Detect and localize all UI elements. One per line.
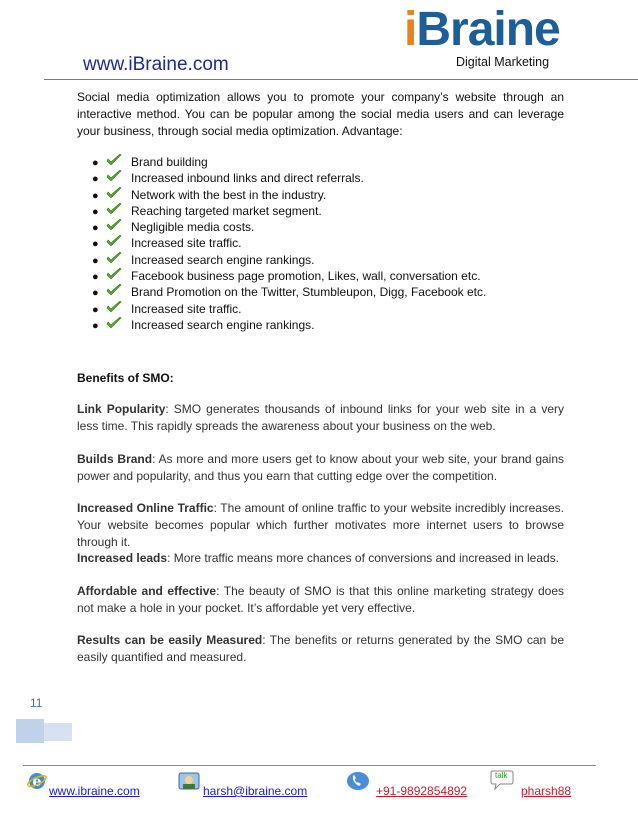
bullet-icon: ● (92, 238, 99, 251)
benefits-title: Benefits of SMO: (77, 371, 174, 385)
logo-word (404, 4, 560, 56)
benefit-term: Increased Online Traffic (77, 501, 214, 515)
benefit-term: Results can be easily Measured (77, 633, 263, 647)
benefit-text: : The benefits or returns generated by the SMO can be easily quantified and measured. (77, 633, 564, 664)
check-icon (106, 154, 122, 168)
bullet-icon: ● (92, 222, 99, 235)
benefit-term: Increased leads (77, 551, 168, 565)
logo-rest: Braine (416, 3, 560, 56)
advantage-label: Network with the best in the industry. (131, 187, 327, 202)
page-tab-decoration (16, 719, 44, 743)
footer-phone-link[interactable]: +91-9892854892 (376, 784, 468, 798)
footer-skype-link[interactable]: pharsh88 (521, 784, 572, 798)
advantage-item (92, 301, 486, 317)
logo-i: i (404, 3, 417, 56)
benefit-text: : More traffic means more chances of conversions and increased in leads. (167, 551, 560, 565)
advantage-label: Negligible media costs. (131, 220, 255, 235)
advantage-label: Increased inbound links and direct referrals. (131, 171, 364, 186)
benefit-measured (77, 632, 564, 666)
check-icon (106, 187, 122, 201)
bullet-icon: ● (92, 319, 99, 332)
footer-website-link[interactable]: www.ibraine.com (49, 784, 140, 798)
bullet-icon: ● (92, 303, 99, 316)
bullet-icon: ● (92, 205, 99, 218)
check-icon (106, 252, 122, 266)
check-icon (106, 268, 122, 282)
bullet-icon: ● (92, 271, 99, 284)
benefit-increased-leads (77, 550, 564, 567)
advantage-label: Increased search engine rankings. (131, 252, 315, 267)
check-icon (106, 219, 122, 233)
advantage-label: Increased site traffic. (131, 301, 242, 316)
phone-icon (346, 771, 370, 791)
advantage-label: Facebook business page promotion, Likes, wall, conversation etc. (131, 269, 481, 284)
footer-rule (23, 765, 596, 766)
bullet-icon: ● (92, 173, 99, 186)
advantage-label: Brand Promotion on the Twitter, Stumbleupon, Digg, Facebook etc. (131, 285, 487, 300)
benefit-term: Builds Brand (77, 452, 153, 466)
check-icon (106, 284, 122, 298)
benefit-term: Link Popularity (77, 402, 166, 416)
advantages-list (92, 154, 486, 333)
advantage-item (92, 219, 486, 235)
advantage-label: Increased search engine rankings. (131, 317, 315, 332)
check-icon (106, 317, 122, 331)
page-number: 11 (30, 696, 43, 710)
logo-subtitle: Digital Marketing (456, 55, 550, 69)
advantage-item (92, 252, 486, 268)
logo (404, 4, 572, 72)
bullet-icon: ● (92, 254, 99, 267)
benefit-builds-brand (77, 451, 564, 485)
benefit-link-popularity (77, 401, 564, 435)
check-icon (106, 235, 122, 249)
chat-icon (490, 769, 514, 791)
advantage-item (92, 187, 486, 203)
check-icon (106, 170, 122, 184)
benefit-text: : As more and more users get to know about your web site, your brand gains power and popularity, and thus you earn that cutting edge over the competition. (77, 452, 565, 483)
benefit-text: : The amount of online traffic to your website incredibly increases. Your website becomes popular which further motivates more internet users to browse through it. (77, 501, 564, 549)
svg-text:e: e (32, 774, 42, 790)
bullet-icon: ● (92, 157, 99, 169)
footer-email-link[interactable]: harsh@ibraine.com (203, 784, 308, 798)
header-rule (44, 79, 638, 80)
bullet-icon: ● (92, 287, 99, 300)
chat-talk-label: talk (495, 771, 508, 780)
benefit-term: Affordable and effective (77, 584, 217, 598)
mail-icon (178, 770, 200, 792)
advantage-item (92, 284, 486, 300)
advantage-label: Brand building (131, 155, 208, 169)
benefit-online-traffic (77, 500, 564, 551)
browser-icon (27, 771, 47, 791)
bullet-icon: ● (92, 189, 99, 202)
advantage-item (92, 317, 486, 333)
page-tab-decoration-light (44, 723, 72, 741)
advantage-item (92, 154, 486, 170)
advantage-item (92, 268, 486, 284)
advantage-item (92, 235, 486, 251)
benefit-text: : The beauty of SMO is that this online marketing strategy does not make a hole in your pocket. It’s affordable yet very effective. (77, 584, 564, 615)
benefit-affordable (77, 583, 564, 617)
advantage-label: Increased site traffic. (131, 236, 242, 251)
check-icon (106, 203, 122, 217)
advantage-label: Reaching targeted market segment. (131, 203, 322, 218)
header-site-url[interactable]: www.iBraine.com (83, 54, 229, 75)
benefit-text: : SMO generates thousands of inbound links for your web site in a very less time. This rapidly spreads the awareness about your business on the web. (77, 402, 564, 433)
check-icon (106, 301, 122, 315)
intro-paragraph: Social media optimization allows you to promote your company’s website through an interactive method. You can be popular among the social media users and can leverage your business, through social media optimization. Advantage: (77, 90, 564, 138)
advantage-item (92, 170, 486, 186)
advantage-item (92, 203, 486, 219)
